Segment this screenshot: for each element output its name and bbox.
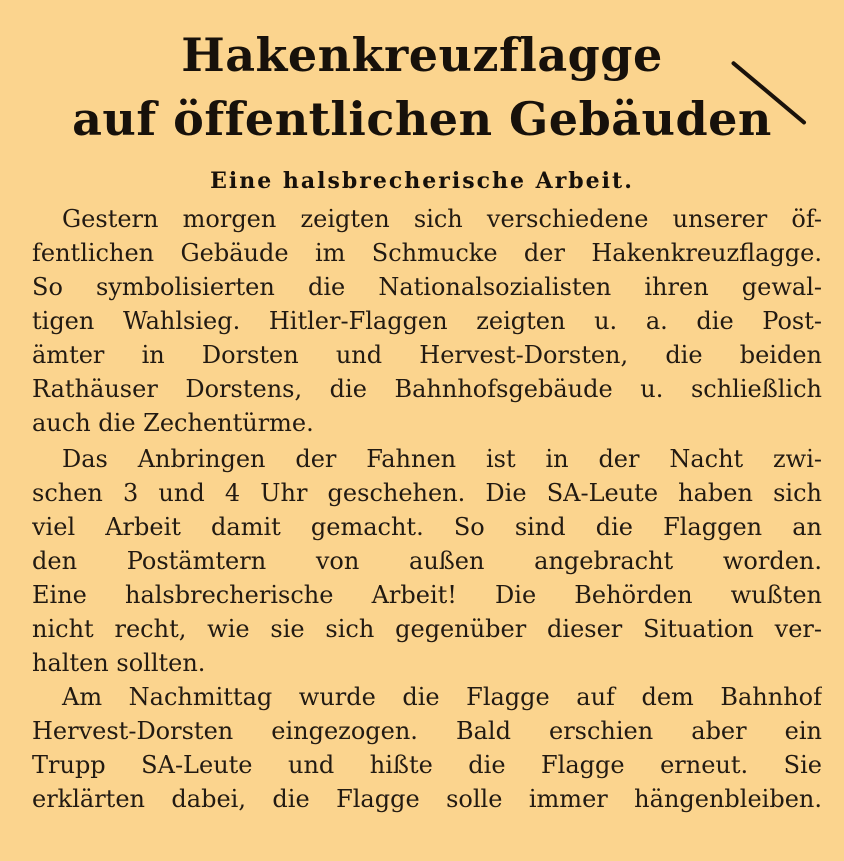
subheadline: Eine halsbrecherische Arbeit.	[210, 168, 634, 194]
text-line: ämter in Dorsten und Hervest-Dorsten, die beiden	[32, 341, 822, 369]
text-line: Das Anbringen der Fahnen ist in der Nacht zwi-	[62, 445, 822, 473]
text-line: Am Nachmittag wurde die Flagge auf dem Bahnhof	[62, 683, 822, 711]
headline-line-2: auf öffentlichen Gebäuden	[72, 92, 772, 146]
text-line: Gestern morgen zeigten sich verschiedene unserer öf-	[62, 205, 822, 233]
text-line: erklärten dabei, die Flagge solle immer hängenbleiben.	[32, 785, 822, 813]
text-line: nicht recht, wie sie sich gegenüber dieser Situation ver-	[32, 615, 822, 643]
text-line: halten sollten.	[32, 649, 206, 677]
text-line: fentlichen Gebäude im Schmucke der Hakenkreuzflagge.	[32, 239, 822, 267]
text-line: So symbolisierten die Nationalsozialisten ihren gewal-	[32, 273, 822, 301]
text-line: Hervest-Dorsten eingezogen. Bald erschien aber ein	[32, 717, 822, 745]
text-line: viel Arbeit damit gemacht. So sind die Flaggen an	[32, 513, 822, 541]
paragraph-1	[32, 202, 822, 440]
text-line: den Postämtern von außen angebracht worden.	[32, 547, 822, 575]
text-line: auch die Zechentürme.	[32, 409, 314, 437]
text-line: schen 3 und 4 Uhr geschehen. Die SA-Leute haben sich	[32, 479, 822, 507]
headline-line-1: Hakenkreuzflagge	[181, 28, 663, 82]
text-line: Trupp SA-Leute und hißte die Flagge erneut. Sie	[32, 751, 822, 779]
text-line: tigen Wahlsieg. Hitler-Flaggen zeigten u. a. die Post-	[32, 307, 822, 335]
paragraph-2	[32, 442, 822, 680]
paragraph-3	[32, 680, 822, 816]
text-line: Rathäuser Dorstens, die Bahnhofsgebäude u. schließlich	[32, 375, 822, 403]
text-line: Eine halsbrecherische Arbeit! Die Behörden wußten	[32, 581, 822, 609]
